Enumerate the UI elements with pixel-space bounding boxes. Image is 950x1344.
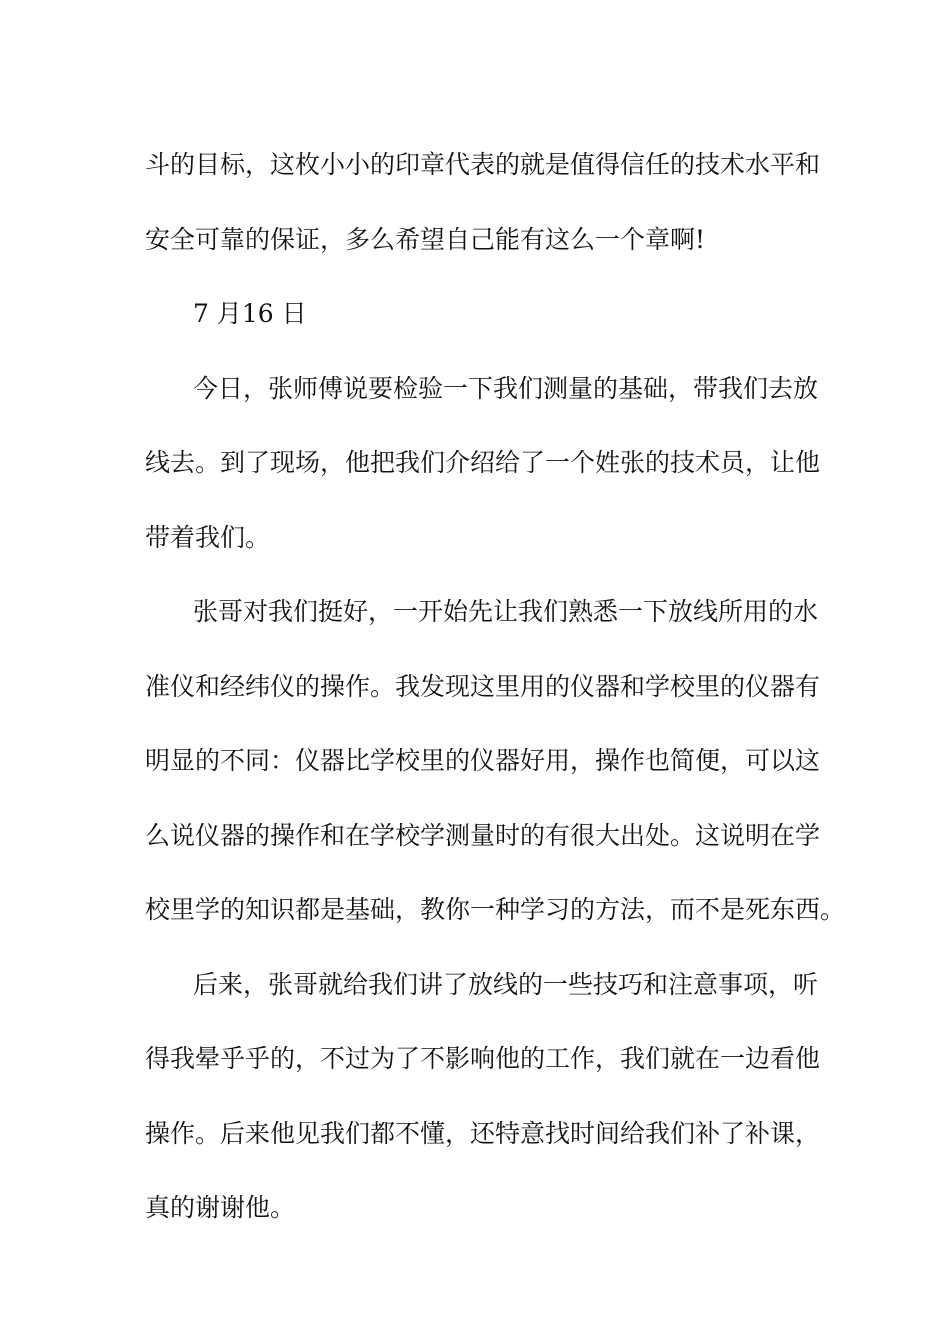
paragraph-line: 安全可靠的保证，多么希望自己能有这么一个章啊! bbox=[145, 224, 706, 254]
paragraph-line: 后来，张哥就给我们讲了放线的一些技巧和注意事项，听 bbox=[193, 969, 819, 999]
paragraph-line: 操作。后来他见我们都不懂，还特意找时间给我们补了补课， bbox=[145, 1118, 821, 1148]
paragraph-line: 么说仪器的操作和在学校学测量时的有很大出处。这说明在学 bbox=[145, 820, 821, 850]
paragraph-line: 斗的目标，这枚小小的印章代表的就是值得信任的技术水平和 bbox=[145, 150, 821, 179]
paragraph-line: 带着我们。 bbox=[145, 522, 271, 552]
paragraph-line: 校里学的知识都是基础，教你一种学习的方法，而不是死东西。 bbox=[145, 895, 846, 924]
paragraph-line: 准仪和经纬仪的操作。我发现这里用的仪器和学校里的仪器有 bbox=[145, 671, 821, 701]
paragraph-line: 张哥对我们挺好，一开始先让我们熟悉一下放线所用的水 bbox=[193, 597, 819, 626]
paragraph-line: 明显的不同：仪器比学校里的仪器好用，操作也简便，可以这 bbox=[145, 746, 821, 775]
paragraph-line: 得我晕乎乎的，不过为了不影响他的工作，我们就在一边看他 bbox=[145, 1044, 821, 1073]
date-heading: 7 月16 日 bbox=[193, 299, 307, 328]
paragraph-line: 今日，张师傅说要检验一下我们测量的基础，带我们去放 bbox=[193, 373, 819, 403]
document-body bbox=[145, 128, 846, 1246]
paragraph-line: 线去。到了现场，他把我们介绍给了一个姓张的技术员，让他 bbox=[145, 448, 821, 477]
paragraph-line: 真的谢谢他。 bbox=[145, 1193, 296, 1222]
